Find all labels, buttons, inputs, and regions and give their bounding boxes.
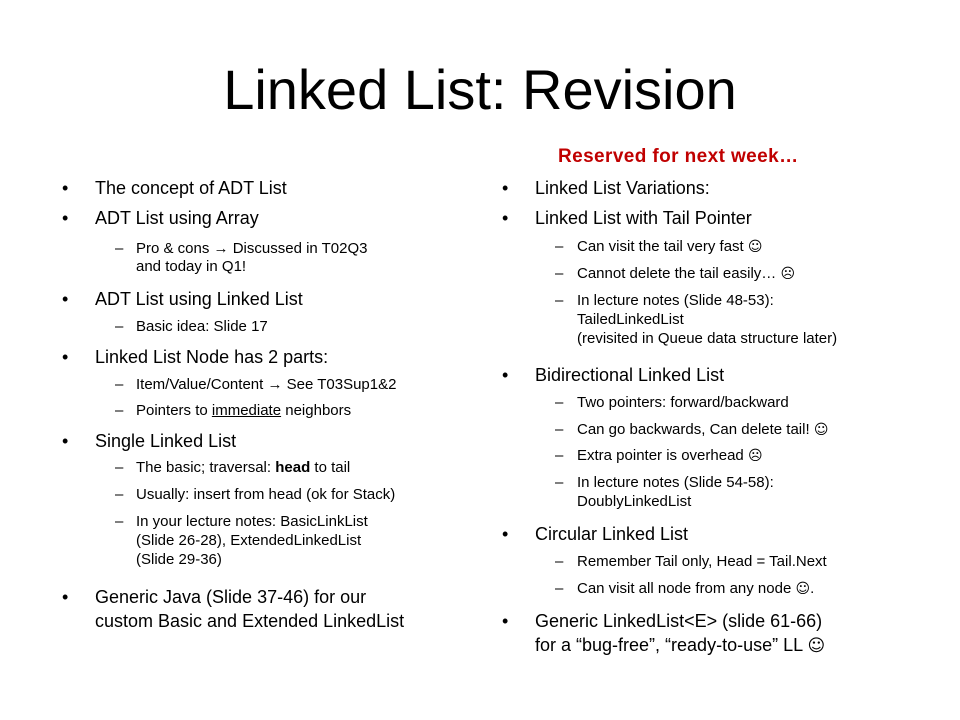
left-item-5b: Usually: insert from head (ok for Stack) (136, 486, 396, 503)
dash: – (555, 421, 564, 438)
right-item-4b: Can visit all node from any node ☺. (577, 580, 815, 597)
smile-icon: ☺ (795, 581, 811, 597)
right-item-2c: In lecture notes (Slide 48-53): (577, 292, 774, 309)
left-item-4a: Item/Value/Content → See T03Sup1&2 (136, 376, 397, 393)
dash: – (555, 553, 564, 570)
right-item-5-cont: for a “bug-free”, “ready-to-use” LL ☺ (535, 635, 826, 656)
smile-icon: ☺ (813, 422, 829, 438)
dash: – (555, 580, 564, 597)
right-item-2: Linked List with Tail Pointer (535, 208, 752, 228)
right-item-3c: Extra pointer is overhead ☹ (577, 447, 763, 464)
left-item-5c-cont: (Slide 26-28), ExtendedLinkedList (136, 532, 362, 549)
left-item-2: ADT List using Array (95, 208, 259, 228)
dash: – (555, 474, 564, 491)
left-item-2a-cont: and today in Q1! (136, 258, 247, 275)
bullet: • (502, 365, 509, 385)
bullet: • (502, 524, 509, 544)
right-item-2c-cont: (revisited in Queue data structure later) (577, 330, 838, 347)
arrow-icon: → (267, 376, 283, 393)
right-item-5: Generic LinkedList<E> (slide 61-66) (535, 611, 823, 631)
dash: – (115, 402, 124, 419)
dash: – (555, 265, 564, 282)
arrow-icon: → (213, 240, 229, 257)
right-item-2a: Can visit the tail very fast ☺ (577, 238, 763, 255)
bullet: • (502, 178, 509, 198)
left-item-5a: The basic; traversal: head to tail (136, 459, 351, 476)
dash: – (115, 459, 124, 476)
dash: – (555, 394, 564, 411)
left-item-3a: Basic idea: Slide 17 (136, 318, 268, 335)
right-item-4a: Remember Tail only, Head = Tail.Next (577, 553, 827, 570)
dash: – (555, 447, 564, 464)
left-item-5: Single Linked List (95, 431, 237, 451)
frown-icon: ☹ (780, 266, 796, 282)
dash: – (115, 486, 124, 503)
dash: – (555, 238, 564, 255)
bullet: • (62, 587, 69, 607)
right-item-3: Bidirectional Linked List (535, 365, 725, 385)
right-heading: Reserved for next week… (558, 146, 799, 167)
dash: – (115, 318, 124, 335)
smile-icon: ☺ (807, 636, 826, 656)
bullet: • (62, 347, 69, 367)
bullet: • (62, 431, 69, 451)
bullet: • (62, 208, 69, 228)
right-item-3b: Can go backwards, Can delete tail! ☺ (577, 421, 829, 438)
left-item-1: The concept of ADT List (95, 178, 287, 198)
dash: – (115, 513, 124, 530)
dash: – (115, 240, 124, 257)
bullet: • (62, 289, 69, 309)
right-item-2b: Cannot delete the tail easily… ☹ (577, 265, 796, 282)
bullet: • (62, 178, 69, 198)
right-item-3a: Two pointers: forward/backward (577, 394, 789, 411)
bullet: • (502, 208, 509, 228)
bullet: • (502, 611, 509, 631)
frown-icon: ☹ (747, 448, 763, 464)
right-item-1: Linked List Variations: (535, 178, 710, 198)
left-item-5c-cont: (Slide 29-36) (136, 551, 222, 568)
smile-icon: ☺ (747, 239, 763, 255)
left-item-6-cont: custom Basic and Extended LinkedList (95, 611, 405, 631)
right-item-4: Circular Linked List (535, 524, 689, 544)
dash: – (555, 292, 564, 309)
left-item-4b: Pointers to immediate neighbors (136, 402, 352, 419)
left-item-2a: Pro & cons → Discussed in T02Q3 (136, 240, 368, 257)
right-item-3d-cont: DoublyLinkedList (577, 493, 692, 510)
left-item-6: Generic Java (Slide 37-46) for our (95, 587, 367, 607)
left-item-3: ADT List using Linked List (95, 289, 303, 309)
right-item-2c-cont: TailedLinkedList (577, 311, 684, 328)
dash: – (115, 376, 124, 393)
right-item-3d: In lecture notes (Slide 54-58): (577, 474, 774, 491)
slide-title: Linked List: Revision (223, 58, 737, 121)
left-item-5c: In your lecture notes: BasicLinkList (136, 513, 368, 530)
left-item-4: Linked List Node has 2 parts: (95, 347, 329, 367)
